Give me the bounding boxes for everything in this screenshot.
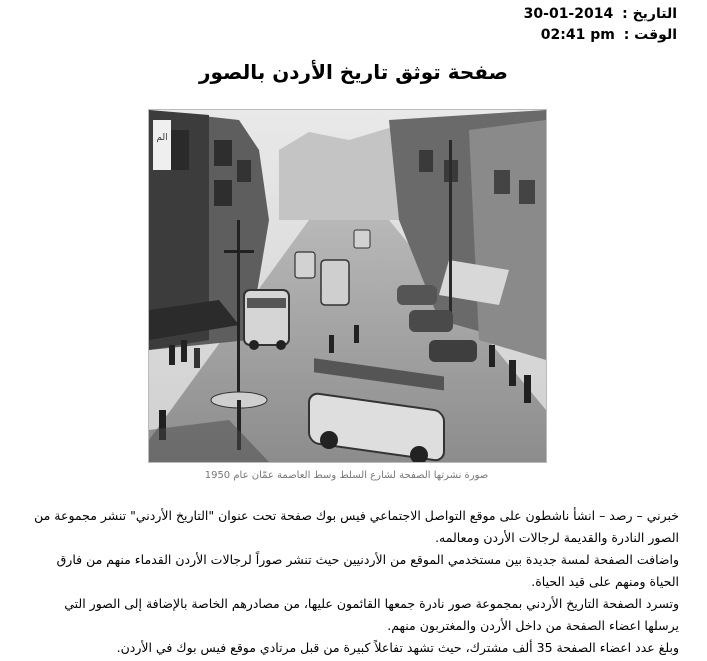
shop-sign-text: الم	[156, 133, 168, 143]
date-row	[524, 4, 677, 25]
time-row	[524, 25, 677, 46]
time-label: الوقت :	[623, 27, 677, 43]
article-body	[28, 505, 679, 659]
article-photo	[148, 109, 547, 463]
article-paragraph: وتسرد الصفحة التاريخ الأردني بمجموعة صور نادرة جمعها القائمون عليها، من مصادرهم الخاصة بالإضافة إلى الصور التي يرسلها اعضاء الصفحة من داخل الأردن والمغتربون منهم.	[64, 596, 679, 633]
article-paragraph: خبرني – رصد – انشأ ناشطون على موقع التواصل الاجتماعي فيس بوك صفحة تحت عنوان "التاريخ الأردني" تنشر مجموعة من الصور النادرة والقديمة لرجالات الأردن ومعالمه.	[34, 508, 679, 545]
photo-caption: صورة نشرتها الصفحة لشارع السلط وسط العاصمة عمّان عام 1950	[204, 470, 489, 481]
article-paragraph: وبلغ عدد اعضاء الصفحة 35 ألف مشترك، حيث تشهد تفاعلاً كبيرة من قبل مرتادي موقع فيس بوك في الأردن.	[116, 640, 679, 655]
article-meta	[524, 4, 677, 46]
street-photo-illustration	[149, 110, 546, 462]
date-value: 30-01-2014	[523, 6, 614, 22]
date-label: التاريخ :	[622, 6, 677, 22]
time-value: 02:41 pm	[540, 27, 615, 43]
article-headline: صفحة توثق تاريخ الأردن بالصور	[198, 60, 509, 84]
article-paragraph: واضافت الصفحة لمسة جديدة بين مستخدمي الموقع من الأردنيين حيث تنشر صوراً لرجالات الأردن القدماء منهم من فارق الحياة ومنهم على قيد الحياة.	[56, 552, 679, 589]
